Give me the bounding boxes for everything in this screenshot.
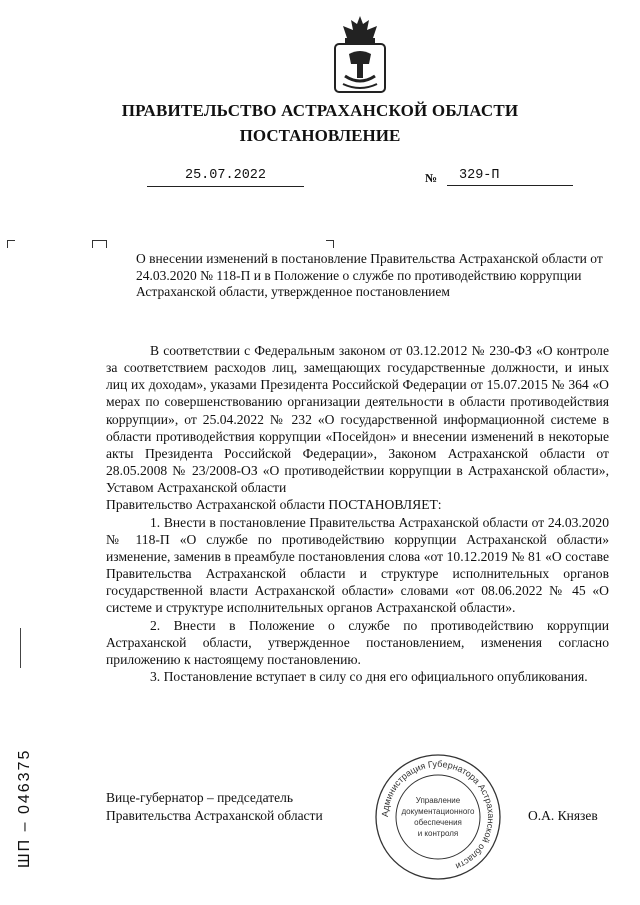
number-sign: № (425, 171, 438, 185)
document-number: 329-П (447, 168, 573, 186)
stamp-inner-line2: документационного (401, 807, 475, 816)
signatory-position-line1: Вице-губернатор – председатель (106, 790, 293, 805)
stamp-ring-text: Администрация Губернатора Астраханской области (379, 758, 497, 872)
stamp-inner-line4: и контроля (417, 829, 459, 838)
corner-mark (7, 240, 15, 248)
signatory-position (106, 789, 323, 825)
item-3-paragraph: 3. Постановление вступает в силу со дня его официального опубликования. (150, 668, 588, 684)
margin-line (20, 628, 21, 668)
document-type: ПОСТАНОВЛЕНИЕ (239, 126, 401, 145)
official-stamp (372, 751, 504, 883)
corner-mark (99, 240, 107, 248)
document-body (106, 342, 609, 685)
item-2-paragraph: 2. Внести в Положение о службе по противодействию коррупции Астраханской области, утвержденное постановлением, изменения согласно приложению к настоящему постановлению. (106, 617, 609, 667)
item-1-paragraph: 1. Внести в постановление Правительства Астраханской области от 24.03.2020 № 118-П «О службе по противодействию коррупции Астраханской области» изменение, заменив в преамбуле постановления слова «от 10.12.2019 № 81 «О составе Правительства Астраханской области и структуре исполнительных органов государственной власти Астраханской области» словами «от 08.06.2022 № 45 «О системе и структуре исполнительных органов Астраханской области». (106, 514, 609, 616)
signatory-name: О.А. Князев (528, 808, 598, 823)
document-date: 25.07.2022 (147, 168, 304, 187)
side-serial-code (7, 730, 37, 870)
document-subject: О внесении изменений в постановление Правительства Астраханской области от 24.03.2020 № 118-П и в Положение о службе по противодействию коррупции Астраханской области, утвержденное постановлением (136, 251, 603, 299)
resolution-line: Правительство Астраханской области ПОСТАНОВЛЯЕТ: (106, 497, 442, 513)
stamp-inner-line3: обеспечения (414, 818, 462, 827)
corner-mark (326, 240, 334, 248)
preamble-paragraph: В соответствии с Федеральным законом от 03.12.2012 № 230-ФЗ «О контроле за соответствием расходов лиц, замещающих государственные должности, и иных лиц их доходам», указами Президента Российской Федерации от 15.07.2015 № 364 «О мерах по совершенствованию организации деятельности в области противодействия коррупции», от 25.04.2022 № 232 «О государственной информационной системе в области противодействия коррупции «Посейдон» и внесении изменений в некоторые акты Президента Российской Федерации», Законом Астраханской области от 28.05.2008 № 23/2008-ОЗ «О противодействии коррупции в Астраханской области», Уставом Астраханской области (106, 343, 609, 496)
serial-code-text: ШП – 046375 (16, 748, 33, 868)
stamp-inner-line1: Управление (415, 796, 461, 805)
coat-of-arms-icon (333, 14, 387, 96)
signatory-position-line2: Правительства Астраханской области (106, 808, 323, 823)
government-title: ПРАВИТЕЛЬСТВО АСТРАХАНСКОЙ ОБЛАСТИ (121, 101, 519, 120)
